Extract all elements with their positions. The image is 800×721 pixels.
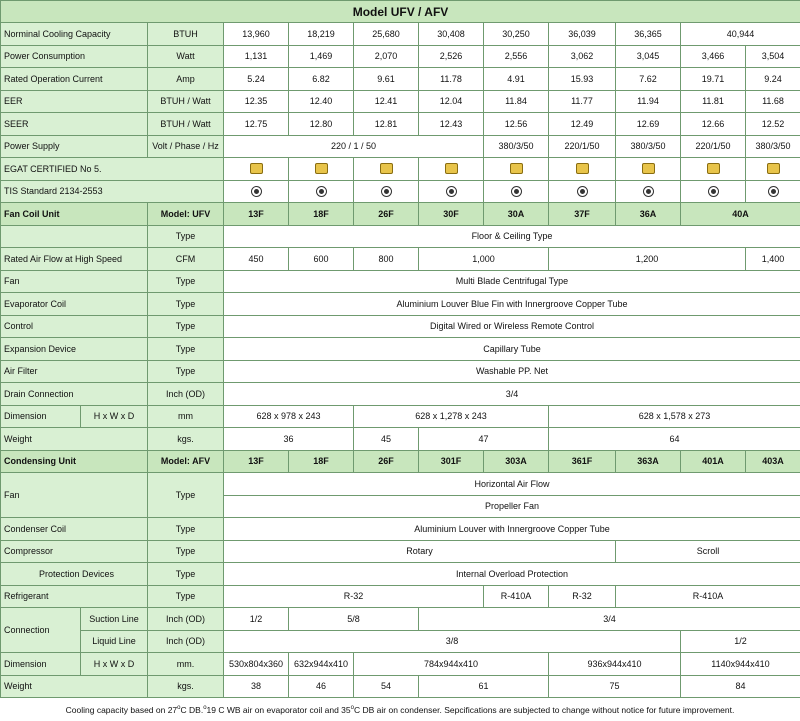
cell: 2,070 (354, 45, 419, 68)
cell: 6.82 (289, 68, 354, 91)
fcu-type-row (1, 225, 800, 248)
cell (746, 180, 800, 203)
row-label: Fan (1, 473, 148, 518)
cell: 38 (224, 675, 289, 698)
cell (419, 158, 484, 181)
protection-row (1, 563, 800, 586)
energy-label-icon (445, 163, 458, 174)
cell (681, 180, 746, 203)
energy-label-icon (380, 163, 393, 174)
cell: 64 (549, 428, 800, 451)
cell: Multi Blade Centrifugal Type (224, 270, 800, 293)
row-unit: kgs. (148, 428, 224, 451)
cell: Aluminium Louver with Innergroove Copper Tube (224, 518, 800, 541)
cell: 1,400 (746, 248, 800, 271)
row-unit: Type (148, 293, 224, 316)
cell: Capillary Tube (224, 338, 800, 361)
row-label: Condenser Coil (1, 518, 148, 541)
tis-standard-icon (768, 186, 779, 197)
expansion-row (1, 338, 800, 361)
energy-label-icon (707, 163, 720, 174)
model-cell: 363A (616, 450, 681, 473)
cell: 84 (681, 675, 800, 698)
cell: 9.24 (746, 68, 800, 91)
filter-row (1, 360, 800, 383)
cell: 220/1/50 (549, 135, 616, 158)
table-title: Model UFV / AFV (1, 1, 800, 23)
cell: R-410A (616, 585, 800, 608)
cell: 45 (354, 428, 419, 451)
row-unit: Type (148, 315, 224, 338)
cell: Floor & Ceiling Type (224, 225, 800, 248)
model-cell: 303A (484, 450, 549, 473)
tis-standard-icon (708, 186, 719, 197)
row-label: TIS Standard 2134-2553 (1, 180, 224, 203)
drain-row (1, 383, 800, 406)
cell: 12.41 (354, 90, 419, 113)
fcu-weight-row (1, 428, 800, 451)
cell: 13,960 (224, 23, 289, 46)
row-label: Control (1, 315, 148, 338)
cell: 628 x 978 x 243 (224, 405, 354, 428)
model-cell: 401A (681, 450, 746, 473)
cell: 3,045 (616, 45, 681, 68)
cell: 18,219 (289, 23, 354, 46)
cell: 36 (224, 428, 354, 451)
row-unit: mm. (148, 653, 224, 676)
row-label: Compressor (1, 540, 148, 563)
cell: 936x944x410 (549, 653, 681, 676)
model-cell: 40A (681, 203, 800, 226)
row-label: Refrigerant (1, 585, 148, 608)
row-unit: kgs. (148, 675, 224, 698)
cell: 1/2 (681, 630, 800, 653)
cell: 800 (354, 248, 419, 271)
tis-standard-icon (316, 186, 327, 197)
refrigerant-row (1, 585, 800, 608)
cell: 3,062 (549, 45, 616, 68)
row-unit: Type (148, 338, 224, 361)
row-label: Rated Air Flow at High Speed (1, 248, 148, 271)
row-unit: Type (148, 473, 224, 518)
tis-standard-icon (381, 186, 392, 197)
row-sublabel: Liquid Line (81, 630, 148, 653)
cell: 11.68 (746, 90, 800, 113)
row-label: EGAT CERTIFIED No 5. (1, 158, 224, 181)
cell: 1,469 (289, 45, 354, 68)
cell: 46 (289, 675, 354, 698)
tis-standard-icon (511, 186, 522, 197)
cell (224, 180, 289, 203)
model-cell: 18F (289, 203, 354, 226)
cell: 75 (549, 675, 681, 698)
cell: 380/3/50 (616, 135, 681, 158)
cell: 3/4 (224, 383, 800, 406)
row-sublabel: Suction Line (81, 608, 148, 631)
row-unit: Inch (OD) (148, 608, 224, 631)
cell: 11.77 (549, 90, 616, 113)
cell: Aluminium Louver Blue Fin with Innergroove Copper Tube (224, 293, 800, 316)
cell: 3/4 (419, 608, 800, 631)
model-cell: 361F (549, 450, 616, 473)
row-sublabel: H x W x D (81, 653, 148, 676)
section-title: Condensing Unit (1, 450, 148, 473)
cell: 11.81 (681, 90, 746, 113)
cell: 600 (289, 248, 354, 271)
row-unit: BTUH / Watt (148, 90, 224, 113)
cell (616, 158, 681, 181)
cell (549, 180, 616, 203)
row-unit: Type (148, 518, 224, 541)
energy-label-icon (642, 163, 655, 174)
cell (419, 180, 484, 203)
cell (354, 158, 419, 181)
model-cell: 301F (419, 450, 484, 473)
cell: 12.81 (354, 113, 419, 136)
model-cell: 37F (549, 203, 616, 226)
row-label: Dimension (1, 405, 81, 428)
row-unit: mm (148, 405, 224, 428)
cell: 54 (354, 675, 419, 698)
row-unit: Type (148, 540, 224, 563)
cdu-dimension-row (1, 653, 800, 676)
row-label: Weight (1, 428, 148, 451)
model-cell: 403A (746, 450, 800, 473)
row-label: Power Consumption (1, 45, 148, 68)
section-title: Fan Coil Unit (1, 203, 148, 226)
model-label: Model: AFV (148, 450, 224, 473)
cell: 2,526 (419, 45, 484, 68)
egat-row (1, 158, 800, 181)
model-cell: 18F (289, 450, 354, 473)
liquid-row (1, 630, 800, 653)
cell: 380/3/50 (746, 135, 800, 158)
cell: Horizontal Air Flow (224, 473, 800, 496)
cell: 628 x 1,278 x 243 (354, 405, 549, 428)
row-unit: Inch (OD) (148, 630, 224, 653)
cdu-fan-row-1 (1, 473, 800, 496)
cell: 1,131 (224, 45, 289, 68)
cell: 12.80 (289, 113, 354, 136)
cell: 450 (224, 248, 289, 271)
model-cell: 26F (354, 450, 419, 473)
tis-standard-icon (251, 186, 262, 197)
row-unit: Type (148, 585, 224, 608)
capacity-row (1, 23, 800, 46)
cell: 220 / 1 / 50 (224, 135, 484, 158)
row-label: SEER (1, 113, 148, 136)
cell: Washable PP. Net (224, 360, 800, 383)
row-label: Fan (1, 270, 148, 293)
row-label: Drain Connection (1, 383, 148, 406)
cell: 30,250 (484, 23, 549, 46)
cell (549, 158, 616, 181)
cell: 1140x944x410 (681, 653, 800, 676)
cell: 784x944x410 (354, 653, 549, 676)
cell: 1/2 (224, 608, 289, 631)
compressor-row (1, 540, 800, 563)
tis-standard-icon (446, 186, 457, 197)
seer-row (1, 113, 800, 136)
cell: 4.91 (484, 68, 549, 91)
cell: 220/1/50 (681, 135, 746, 158)
energy-label-icon (510, 163, 523, 174)
cdu-weight-row (1, 675, 800, 698)
current-row (1, 68, 800, 91)
cell: 30,408 (419, 23, 484, 46)
model-label: Model: UFV (148, 203, 224, 226)
model-cell: 30A (484, 203, 549, 226)
cell: 2,556 (484, 45, 549, 68)
cell: 47 (419, 428, 549, 451)
cell: 11.84 (484, 90, 549, 113)
cell: 25,680 (354, 23, 419, 46)
cell: 12.52 (746, 113, 800, 136)
row-unit: Volt / Phase / Hz (148, 135, 224, 158)
tis-row (1, 180, 800, 203)
eer-row (1, 90, 800, 113)
row-label: Rated Operation Current (1, 68, 148, 91)
row-unit: Type (148, 563, 224, 586)
cell: Internal Overload Protection (224, 563, 800, 586)
cell: Propeller Fan (224, 495, 800, 518)
cell: Rotary (224, 540, 616, 563)
energy-label-icon (250, 163, 263, 174)
evaporator-row (1, 293, 800, 316)
model-cell: 36A (616, 203, 681, 226)
airflow-row (1, 248, 800, 271)
cell: 40,944 (681, 23, 800, 46)
row-unit: Type (148, 225, 224, 248)
cell: 3,504 (746, 45, 800, 68)
control-row (1, 315, 800, 338)
row-unit: Watt (148, 45, 224, 68)
cell: 3,466 (681, 45, 746, 68)
fcu-fan-row (1, 270, 800, 293)
cell: 12.66 (681, 113, 746, 136)
tis-standard-icon (577, 186, 588, 197)
cell (354, 180, 419, 203)
condenser-coil-row (1, 518, 800, 541)
cell: 5/8 (289, 608, 419, 631)
row-label (1, 225, 148, 248)
cell: 12.75 (224, 113, 289, 136)
power-row (1, 45, 800, 68)
cell: 12.04 (419, 90, 484, 113)
cell: 380/3/50 (484, 135, 549, 158)
cell: 3/8 (224, 630, 681, 653)
row-unit: Type (148, 360, 224, 383)
model-cell: 13F (224, 450, 289, 473)
row-label: Evaporator Coil (1, 293, 148, 316)
model-cell: 30F (419, 203, 484, 226)
cell: 12.69 (616, 113, 681, 136)
cell: 19.71 (681, 68, 746, 91)
row-label: Power Supply (1, 135, 148, 158)
cell (681, 158, 746, 181)
cell: 5.24 (224, 68, 289, 91)
cell: R-32 (224, 585, 484, 608)
row-unit: Inch (OD) (148, 383, 224, 406)
row-label: Protection Devices (1, 563, 148, 586)
cell (484, 180, 549, 203)
cell (746, 158, 800, 181)
row-unit: CFM (148, 248, 224, 271)
cell (616, 180, 681, 203)
cell: 12.35 (224, 90, 289, 113)
cell (484, 158, 549, 181)
row-unit: BTUH (148, 23, 224, 46)
footnote: Cooling capacity based on 27$^o$C DB.$^o$19 C WB air on evaporator coil and 35$^o$C DB air on condenser. Sepcifications are subjected to change without notice for future improvement. (65, 705, 735, 715)
cell: R-410A (484, 585, 549, 608)
cell: Scroll (616, 540, 800, 563)
cell: 632x944x410 (289, 653, 354, 676)
cell: 12.40 (289, 90, 354, 113)
row-label: Expansion Device (1, 338, 148, 361)
energy-label-icon (576, 163, 589, 174)
power-supply-row (1, 135, 800, 158)
row-unit: Amp (148, 68, 224, 91)
cell: 61 (419, 675, 549, 698)
cell: 11.94 (616, 90, 681, 113)
cdu-header-row (1, 450, 800, 473)
cell: 7.62 (616, 68, 681, 91)
cell (289, 158, 354, 181)
cell (224, 158, 289, 181)
row-unit: Type (148, 270, 224, 293)
cell: 1,200 (549, 248, 746, 271)
cell: 11.78 (419, 68, 484, 91)
cell: R-32 (549, 585, 616, 608)
cell: 12.49 (549, 113, 616, 136)
cell: 15.93 (549, 68, 616, 91)
cell: 530x804x360 (224, 653, 289, 676)
title-row (1, 1, 800, 23)
cell: 628 x 1,578 x 273 (549, 405, 800, 428)
energy-label-icon (767, 163, 780, 174)
row-label: Norminal Cooling Capacity (1, 23, 148, 46)
fcu-header-row (1, 203, 800, 226)
cell: 12.43 (419, 113, 484, 136)
cell: 36,365 (616, 23, 681, 46)
row-unit: BTUH / Watt (148, 113, 224, 136)
row-label: EER (1, 90, 148, 113)
suction-row (1, 608, 800, 631)
cell: 36,039 (549, 23, 616, 46)
tis-standard-icon (643, 186, 654, 197)
cell (289, 180, 354, 203)
row-label: Connection (1, 608, 81, 653)
fcu-dimension-row (1, 405, 800, 428)
energy-label-icon (315, 163, 328, 174)
cell: 12.56 (484, 113, 549, 136)
row-label: Air Filter (1, 360, 148, 383)
row-sublabel: H x W x D (81, 405, 148, 428)
cell: Digital Wired or Wireless Remote Control (224, 315, 800, 338)
row-label: Weight (1, 675, 148, 698)
model-cell: 26F (354, 203, 419, 226)
cell: 1,000 (419, 248, 549, 271)
model-cell: 13F (224, 203, 289, 226)
row-label: Dimension (1, 653, 81, 676)
cell: 9.61 (354, 68, 419, 91)
